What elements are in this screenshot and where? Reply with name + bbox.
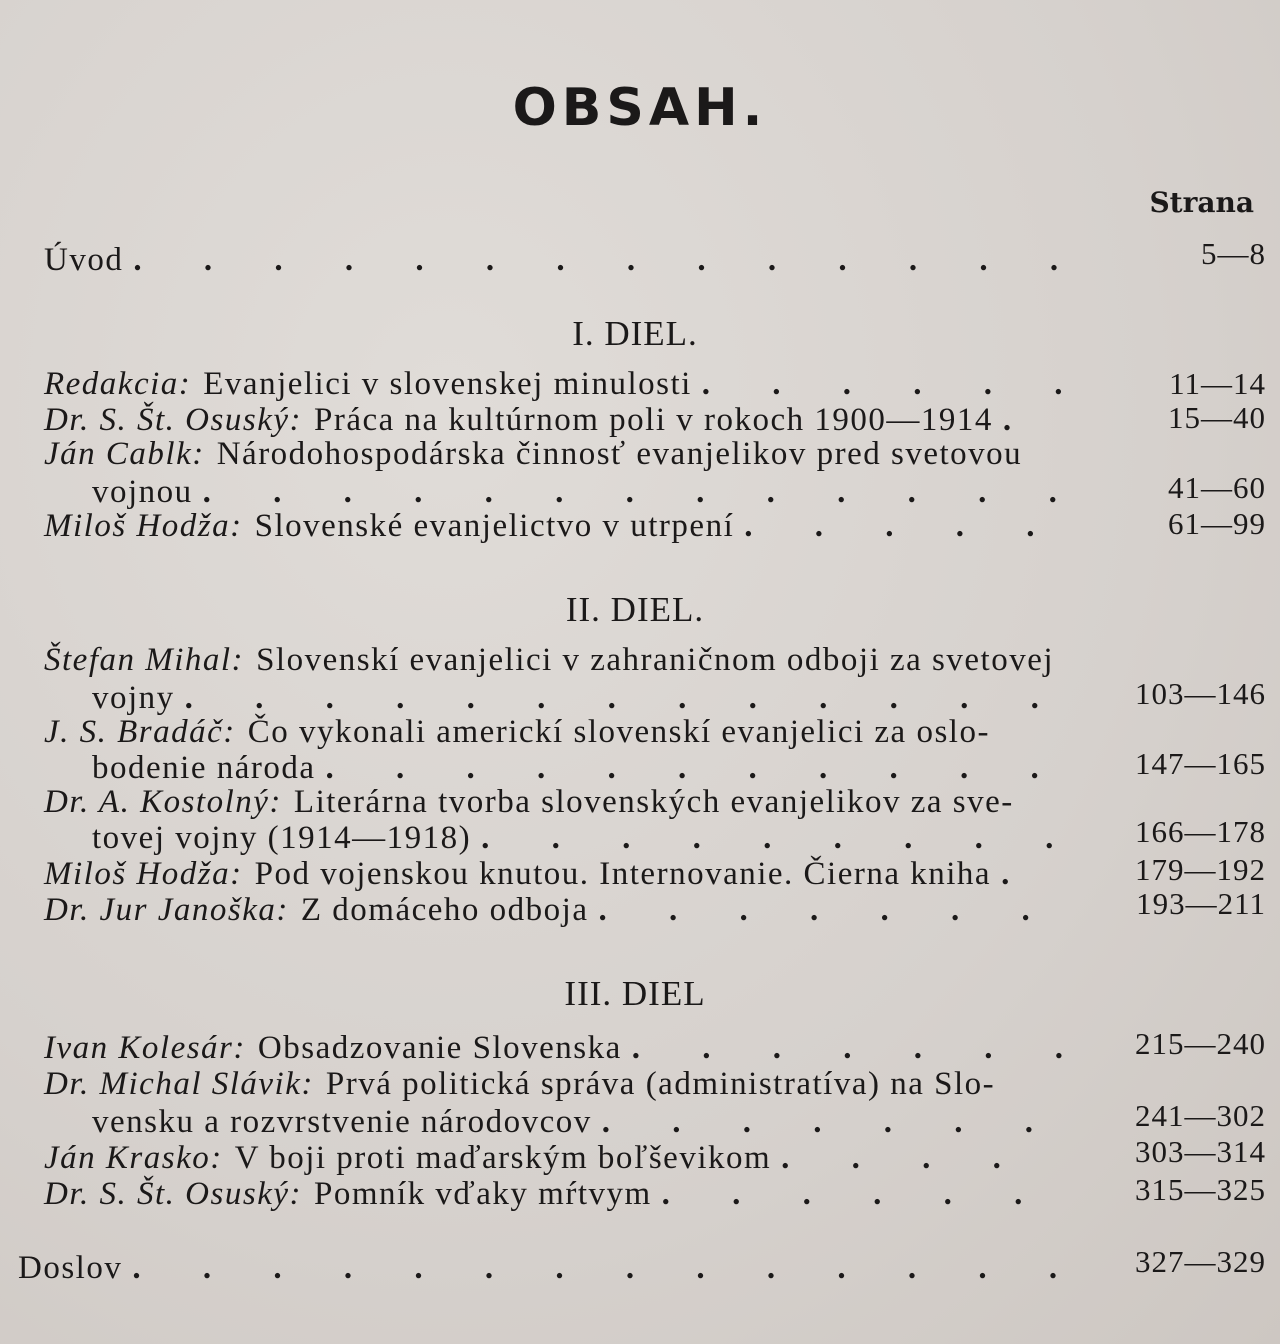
entry-title: Pomník vďaky mŕtvym	[313, 1176, 652, 1212]
dot-leader	[185, 680, 1064, 717]
entry-author: Miloš Hodža:	[44, 508, 243, 544]
entry-title: Literárna tvorba slovenských evanjelikov za sve-	[293, 784, 1014, 820]
entry-pages: 11—14	[1169, 366, 1266, 401]
entry-author: Dr. Jur Janoška:	[44, 892, 289, 928]
toc-entry-continuation	[92, 820, 1064, 857]
entry-title: Pod vojenskou knutou. Internovanie. Čierna kniha	[254, 856, 992, 892]
toc-entry	[44, 1176, 1064, 1213]
entry-title: vensku a rozvrstvenie národovcov	[92, 1104, 592, 1140]
dot-leader	[1003, 402, 1064, 439]
entry-author: J. S. Bradáč:	[44, 714, 236, 750]
toc-entry	[44, 856, 1064, 893]
entry-pages: 5—8	[1201, 236, 1266, 271]
entry-title: Národohospodárska činnosť evanjelikov pred svetovou	[216, 436, 1023, 472]
toc-entry	[44, 642, 1064, 679]
entry-author: Dr. A. Kostolný:	[44, 784, 282, 820]
toc-entry-continuation	[92, 750, 1064, 787]
entry-author: Dr. S. Št. Osuský:	[44, 1176, 302, 1212]
entry-title: Obsadzovanie Slovenska	[257, 1030, 622, 1066]
entry-title: Slovenské evanjelictvo v utrpení	[254, 508, 735, 544]
toc-entry-outro	[18, 1250, 1064, 1287]
toc-entry	[44, 1030, 1064, 1067]
entry-title: V boji proti maďarským boľševikom	[234, 1140, 772, 1176]
entry-author: Miloš Hodža:	[44, 856, 243, 892]
dot-leader	[744, 508, 1064, 545]
toc-entry-intro	[44, 242, 1064, 279]
entry-title: Práca na kultúrnom poli v rokoch 1900—1914	[313, 402, 993, 438]
toc-entry	[44, 436, 1064, 473]
dot-leader	[203, 474, 1064, 511]
entry-title: Slovenskí evanjelici v zahraničnom odboji za svetovej	[256, 642, 1055, 678]
dot-leader	[662, 1176, 1064, 1213]
dot-leader	[602, 1104, 1064, 1141]
entry-pages: 61—99	[1168, 506, 1266, 541]
entry-author: Redakcia:	[44, 366, 192, 402]
toc-entry-continuation	[92, 474, 1064, 511]
entry-title: Doslov	[18, 1250, 123, 1286]
entry-title: Z domáceho odboja	[300, 892, 589, 928]
entry-pages: 166—178	[1135, 814, 1266, 849]
toc-entry-continuation	[92, 1104, 1064, 1141]
toc-entry	[44, 714, 1064, 751]
dot-leader	[326, 750, 1065, 787]
entry-author: Dr. Michal Slávik:	[44, 1066, 314, 1102]
toc-entry	[44, 892, 1064, 929]
entry-author: Dr. S. Št. Osuský:	[44, 402, 302, 438]
dot-leader	[481, 820, 1064, 857]
entry-title: tovej vojny (1914—1918)	[92, 820, 472, 856]
page-title: OBSAH.	[512, 78, 768, 138]
toc-entry	[44, 784, 1064, 821]
entry-title: Evanjelici v slovenskej minulosti	[203, 366, 692, 402]
entry-pages: 41—60	[1168, 470, 1266, 505]
toc-entry	[44, 1140, 1064, 1177]
entry-title: vojnou	[92, 474, 193, 510]
entry-title: bodenie národa	[92, 750, 316, 786]
toc-entry	[44, 366, 1064, 403]
entry-pages: 15—40	[1168, 400, 1266, 435]
entry-pages: 303—314	[1135, 1134, 1266, 1169]
dot-leader	[702, 366, 1064, 403]
dot-leader	[632, 1030, 1064, 1067]
entry-author: Štefan Mihal:	[44, 642, 245, 678]
entry-pages: 241—302	[1135, 1098, 1266, 1133]
entry-pages: 147—165	[1135, 746, 1266, 781]
dot-leader	[598, 892, 1064, 929]
entry-title: Čo vykonali americkí slovenskí evanjelici za oslo-	[247, 714, 990, 750]
entry-pages: 215—240	[1135, 1026, 1266, 1061]
entry-pages: 193—211	[1136, 886, 1266, 921]
part-heading-1: I. DIEL.	[572, 314, 698, 353]
toc-entry-continuation	[92, 680, 1064, 717]
part-heading-2: II. DIEL.	[565, 590, 705, 629]
entry-title: Prvá politická správa (administratíva) na Slo-	[325, 1066, 996, 1102]
entry-title: vojny	[92, 680, 175, 716]
entry-title: Úvod	[44, 242, 124, 278]
column-header-page: Strana	[1149, 186, 1254, 219]
toc-entry	[44, 1066, 1064, 1103]
entry-pages: 327—329	[1135, 1244, 1266, 1279]
toc-entry	[44, 402, 1064, 439]
entry-pages: 179—192	[1135, 852, 1266, 887]
entry-author: Ján Krasko:	[44, 1140, 223, 1176]
part-heading-3: III. DIEL	[564, 974, 706, 1013]
dot-leader	[132, 1250, 1064, 1287]
toc-entry	[44, 508, 1064, 545]
dot-leader	[1001, 856, 1064, 893]
dot-leader	[133, 242, 1064, 279]
dot-leader	[781, 1140, 1064, 1177]
entry-pages: 103—146	[1135, 676, 1266, 711]
entry-author: Ján Cablk:	[44, 436, 205, 472]
entry-pages: 315—325	[1135, 1172, 1266, 1207]
entry-author: Ivan Kolesár:	[44, 1030, 246, 1066]
